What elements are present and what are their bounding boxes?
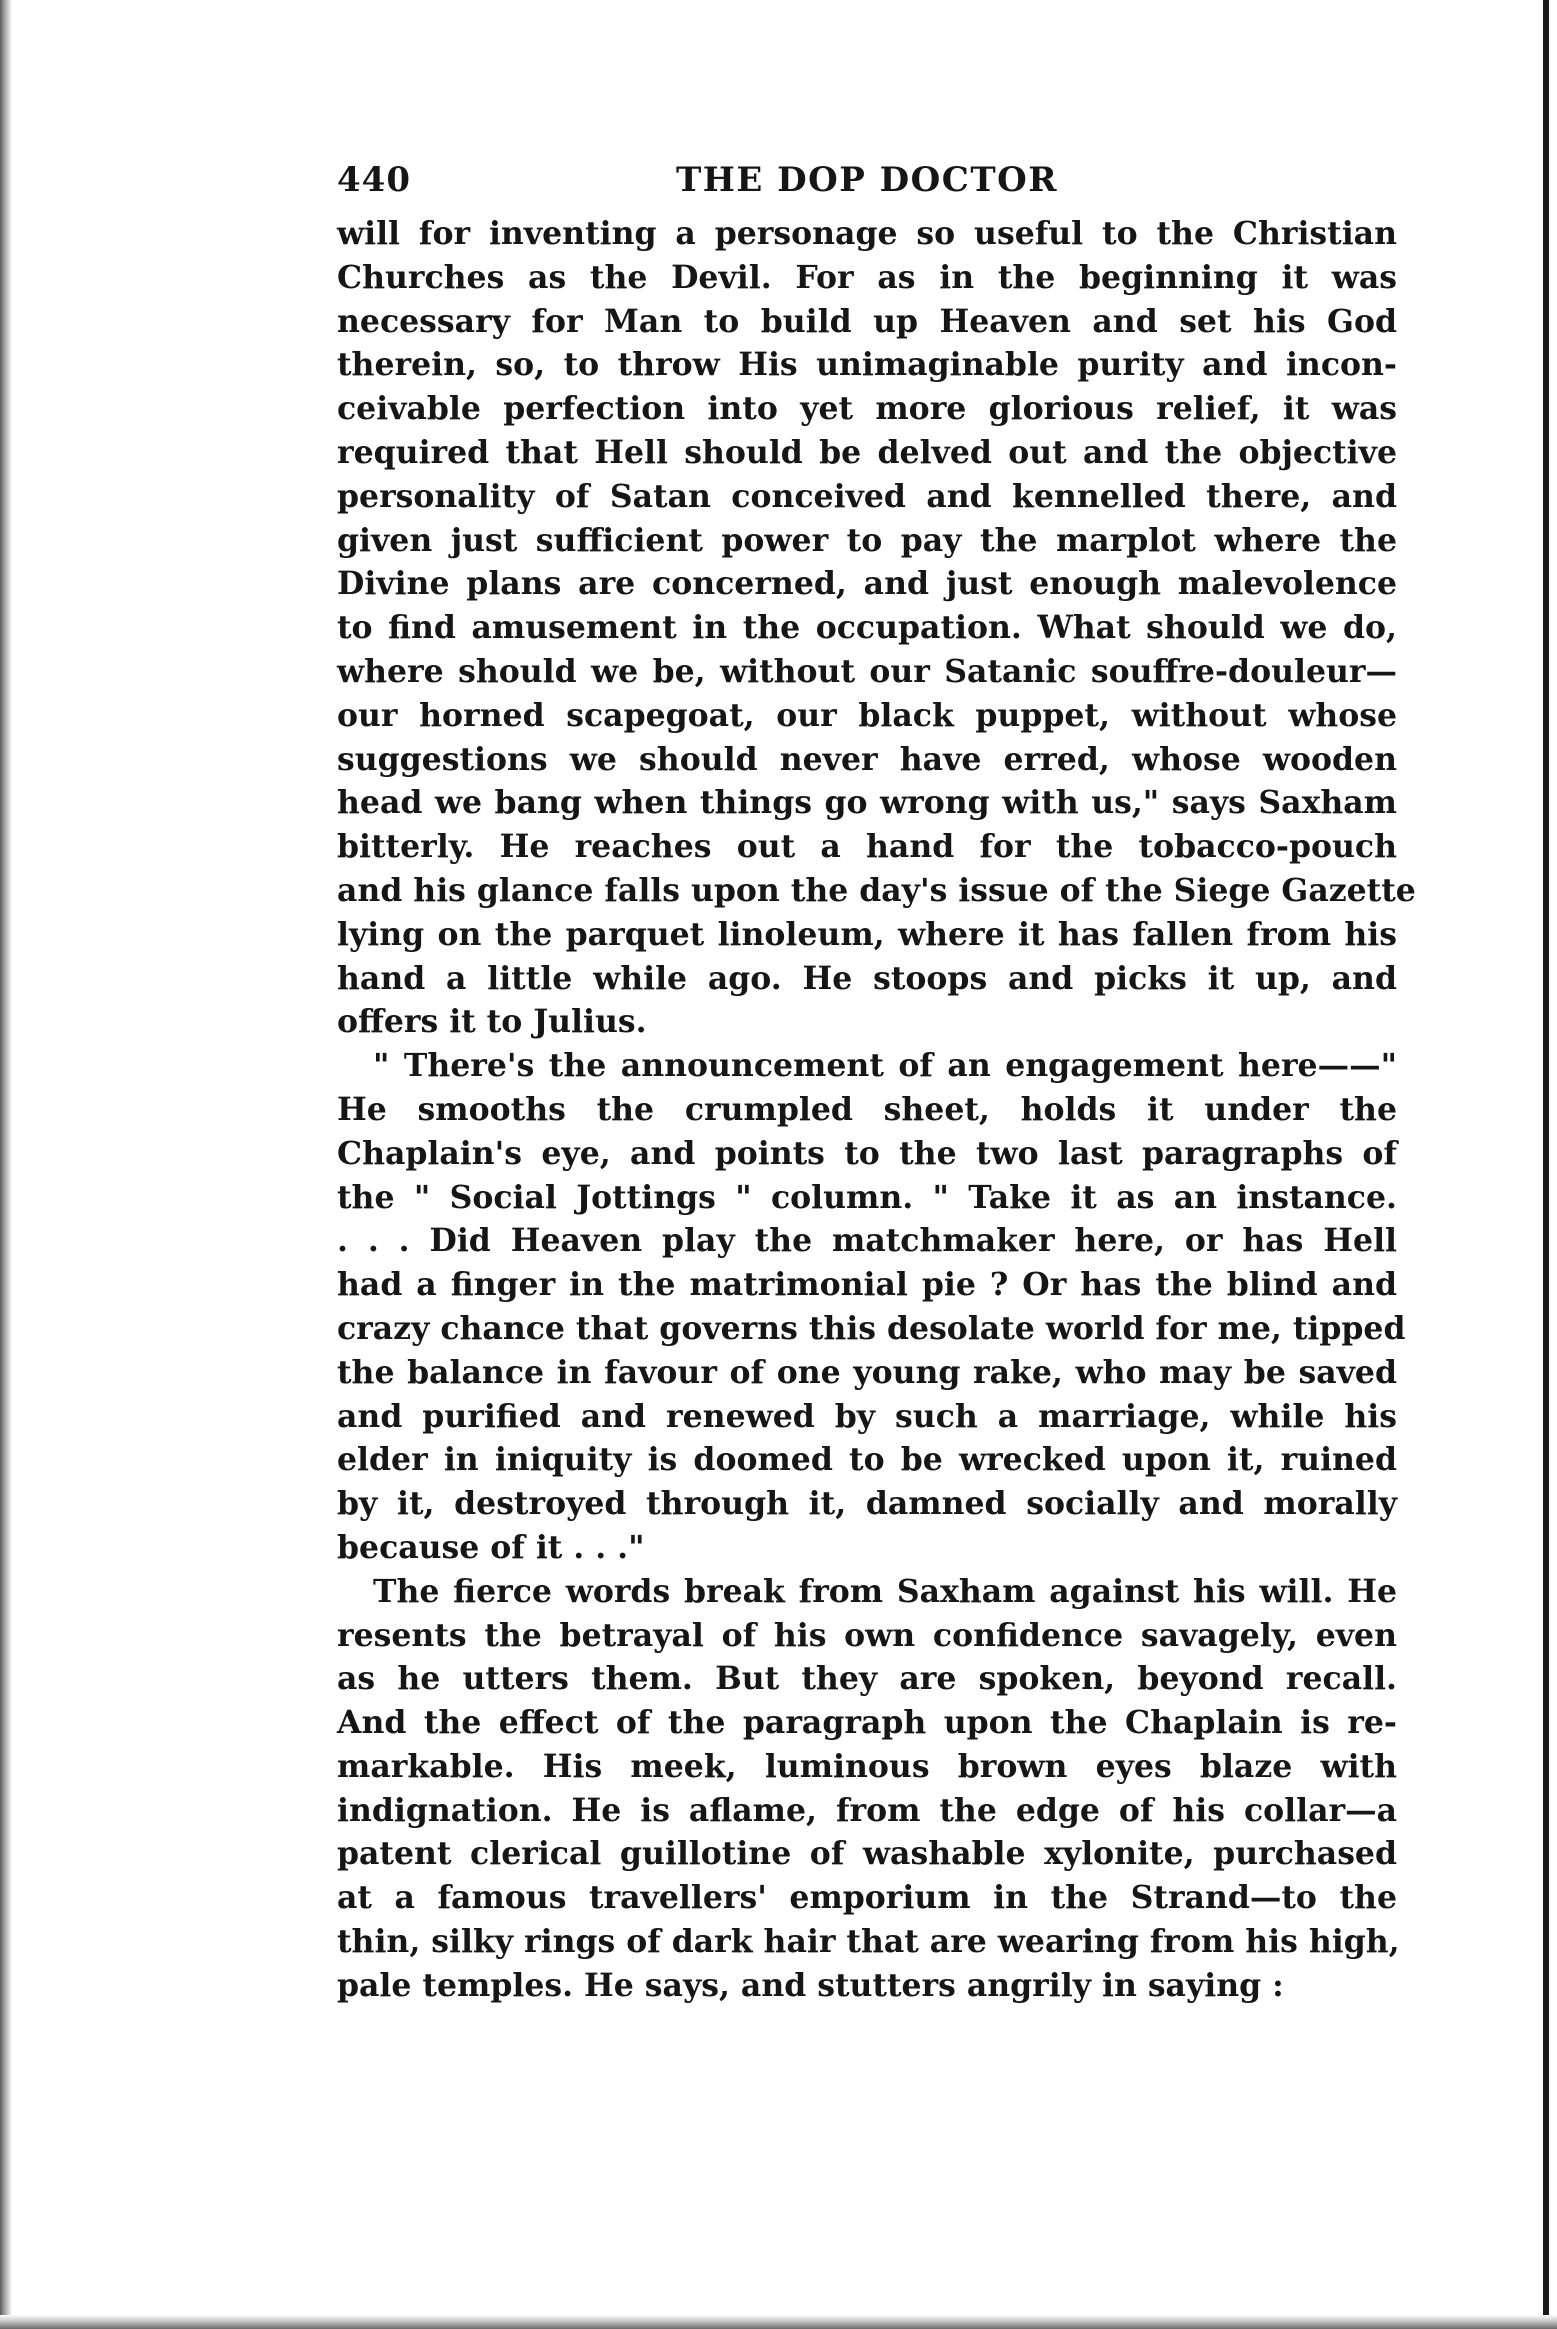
text-line: resents the betrayal of his own confidence savagely, even <box>337 1616 1397 1654</box>
text-line: had a finger in the matrimonial pie ? Or has the blind and <box>337 1266 1397 1304</box>
book-title: THE DOP DOCTOR <box>675 160 1059 200</box>
text-line: crazy chance that governs this desolate world for me, tipped <box>337 1309 1406 1347</box>
text-line: The fierce words break from Saxham against his will. He <box>373 1572 1397 1610</box>
text-line: to find amusement in the occupation. What should we do, <box>337 609 1397 647</box>
page-number: 440 <box>337 160 411 200</box>
body-text <box>337 212 1416 2008</box>
text-line: at a famous travellers' emporium in the Strand—to the <box>337 1879 1397 1917</box>
text-line: ceivable perfection into yet more glorious relief, it was <box>337 390 1397 428</box>
text-line: elder in iniquity is doomed to be wrecked upon it, ruined <box>337 1441 1397 1479</box>
text-line: where should we be, without our Satanic souffre-douleur— <box>337 652 1397 690</box>
scan-right-edge <box>1537 0 1557 2329</box>
text-line: patent clerical guillotine of washable xylonite, purchased <box>337 1835 1397 1873</box>
text-line: He smooths the crumpled sheet, holds it under the <box>337 1090 1397 1128</box>
text-line: as he utters them. But they are spoken, beyond recall. <box>337 1660 1397 1698</box>
scan-left-edge <box>0 0 12 2329</box>
text-line: thin, silky rings of dark hair that are wearing from his high, <box>337 1923 1400 1961</box>
running-head <box>337 160 1397 208</box>
paragraph <box>337 1570 1400 2008</box>
text-line: " There's the announcement of an engagement here——" <box>373 1047 1397 1085</box>
text-line: because of it . . ." <box>337 1528 645 1566</box>
text-line: necessary for Man to build up Heaven and set his God <box>337 302 1397 340</box>
text-line: personality of Satan conceived and kennelled there, and <box>337 477 1397 515</box>
text-line: pale temples. He says, and stutters angrily in saying : <box>337 1966 1284 2004</box>
scan-bottom-edge <box>0 2315 1557 2329</box>
text-line: and purified and renewed by such a marriage, while his <box>337 1397 1397 1435</box>
text-line: the " Social Jottings " column. " Take it as an instance. <box>337 1178 1397 1216</box>
paragraph <box>337 1044 1406 1570</box>
text-line: by it, destroyed through it, damned socially and morally <box>337 1485 1397 1523</box>
text-line: . . . Did Heaven play the matchmaker here, or has Hell <box>337 1222 1397 1260</box>
text-line: given just sufficient power to pay the marplot where the <box>337 521 1397 559</box>
text-line: Chaplain's eye, and points to the two last paragraphs of <box>337 1134 1397 1172</box>
text-line: therein, so, to throw His unimaginable purity and incon- <box>337 346 1397 384</box>
book-page <box>337 160 1416 2008</box>
text-line: our horned scapegoat, our black puppet, without whose <box>337 696 1397 734</box>
text-line: suggestions we should never have erred, whose wooden <box>337 740 1397 778</box>
text-line: the balance in favour of one young rake, who may be saved <box>337 1353 1397 1391</box>
text-line: bitterly. He reaches out a hand for the tobacco-pouch <box>337 828 1397 866</box>
text-line: And the effect of the paragraph upon the Chaplain is re- <box>337 1704 1397 1742</box>
text-line: hand a little while ago. He stoops and picks it up, and <box>337 959 1397 997</box>
text-line: head we bang when things go wrong with us," says Saxham <box>337 784 1397 822</box>
text-line: lying on the parquet linoleum, where it has fallen from his <box>337 915 1397 953</box>
text-line: and his glance falls upon the day's issue of the Siege Gazette <box>337 871 1416 909</box>
text-line: offers it to Julius. <box>337 1003 647 1041</box>
text-line: indignation. He is aflame, from the edge of his collar—a <box>337 1791 1397 1829</box>
text-line: will for inventing a personage so useful to the Christian <box>337 215 1397 252</box>
text-line: Churches as the Devil. For as in the beginning it was <box>337 258 1397 296</box>
text-line: Divine plans are concerned, and just enough malevolence <box>337 565 1397 603</box>
text-line: required that Hell should be delved out and the objective <box>337 433 1397 471</box>
text-line: markable. His meek, luminous brown eyes blaze with <box>337 1747 1397 1785</box>
paragraph <box>337 212 1416 1044</box>
